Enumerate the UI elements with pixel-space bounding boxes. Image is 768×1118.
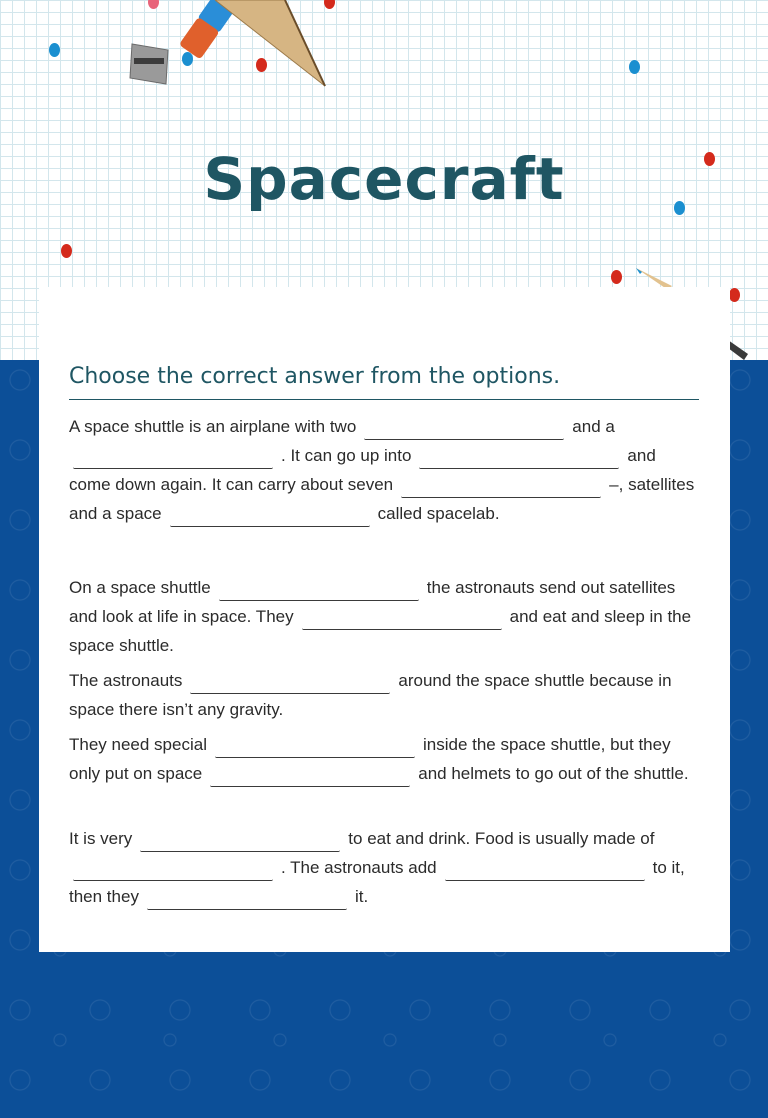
text-segment: and helmets to go out of the shuttle. <box>418 764 689 783</box>
text-segment: . The astronauts add <box>281 858 437 877</box>
text-segment: A space shuttle is an airplane with two <box>69 417 357 436</box>
dot-decoration <box>61 244 72 258</box>
pencil-sharpener-icon <box>128 40 174 88</box>
text-segment: the astronauts send out satellites and look at life in space. They <box>69 578 676 626</box>
text-segment: to eat and drink. Food is usually made of <box>348 829 655 848</box>
blank-input[interactable] <box>419 447 619 469</box>
dot-decoration <box>729 288 740 302</box>
text-segment: They need special <box>69 735 207 754</box>
text-segment: –, <box>609 475 624 494</box>
worksheet-card <box>39 287 730 952</box>
blank-input[interactable] <box>190 672 390 694</box>
paragraph-3 <box>69 666 701 724</box>
text-segment: around the space shuttle because in space there isn’t any gravity. <box>69 671 672 719</box>
text-segment: It is very <box>69 829 133 848</box>
text-segment: satellites and a space <box>69 475 695 523</box>
dot-decoration <box>182 52 193 66</box>
text-segment: On a space shuttle <box>69 578 211 597</box>
text-segment: to it, then they <box>69 858 685 906</box>
pencil-icon <box>728 340 748 360</box>
paragraph-2 <box>69 573 701 660</box>
dot-decoration <box>629 60 640 74</box>
instruction-heading: Choose the correct answer from the options. <box>69 364 699 400</box>
text-segment: and eat and sleep in the space shuttle. <box>69 607 692 655</box>
dot-decoration <box>49 43 60 57</box>
blank-input[interactable] <box>73 859 273 881</box>
blank-input[interactable] <box>364 418 564 440</box>
blank-input[interactable] <box>210 765 410 787</box>
paragraph-5 <box>69 824 701 911</box>
text-segment: and come down again. It can carry about seven <box>69 446 656 494</box>
blank-input[interactable] <box>140 830 340 852</box>
text-segment: . It can go up into <box>281 446 412 465</box>
text-segment: The astronauts <box>69 671 183 690</box>
blank-input[interactable] <box>215 736 415 758</box>
blank-input[interactable] <box>219 579 419 601</box>
paragraph-1 <box>69 412 701 528</box>
blank-input[interactable] <box>73 447 273 469</box>
text-segment: and a <box>572 417 615 436</box>
blank-input[interactable] <box>302 608 502 630</box>
text-segment: it. <box>354 887 369 906</box>
dot-decoration <box>611 270 622 284</box>
text-segment: called spacelab. <box>377 504 500 523</box>
dot-decoration <box>256 58 267 72</box>
ruler-triangle-icon <box>215 0 330 88</box>
blank-input[interactable] <box>445 859 645 881</box>
text-segment: inside the space shuttle, but they only put on space <box>69 735 671 783</box>
blank-input[interactable] <box>170 505 370 527</box>
blank-input[interactable] <box>401 476 601 498</box>
blank-input[interactable] <box>147 888 347 910</box>
page-title: Spacecraft <box>203 145 565 213</box>
paragraph-4 <box>69 730 701 788</box>
